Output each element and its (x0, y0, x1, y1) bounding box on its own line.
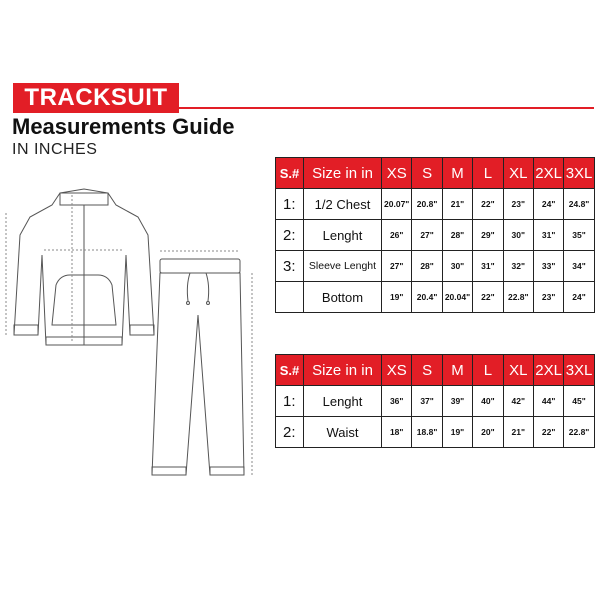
table-row (276, 220, 595, 251)
row-label: Sleeve Lenght (304, 251, 382, 282)
table-cell: 24" (533, 189, 563, 220)
header-size: L (473, 355, 503, 386)
header-size: XS (382, 355, 412, 386)
table-row (276, 251, 595, 282)
table-cell: 29" (473, 220, 503, 251)
table-cell: 18" (382, 417, 412, 448)
table-cell: 28" (412, 251, 442, 282)
table-cell: 20.07" (382, 189, 412, 220)
table-cell: 24" (564, 282, 594, 313)
table-cell: 20.8" (412, 189, 442, 220)
row-sn: 2: (276, 220, 304, 251)
table-cell: 30" (503, 220, 533, 251)
table-cell: 22.8" (564, 417, 594, 448)
header-size: S (412, 355, 442, 386)
table-cell: 30" (442, 251, 472, 282)
table-cell: 42" (503, 386, 533, 417)
top-measurements-table (275, 157, 595, 313)
table-cell: 31" (533, 220, 563, 251)
table-cell: 23" (533, 282, 563, 313)
page-subtitle: IN INCHES (12, 141, 98, 158)
table-cell: 36" (382, 386, 412, 417)
row-sn: 3: (276, 251, 304, 282)
table-cell: 19" (442, 417, 472, 448)
table-header-row (276, 158, 595, 189)
row-label: 1/2 Chest (304, 189, 382, 220)
table-cell: 18.8" (412, 417, 442, 448)
table-cell: 22" (473, 282, 503, 313)
row-label: Lenght (304, 386, 382, 417)
header-size: 3XL (564, 158, 594, 189)
header-size: XL (503, 355, 533, 386)
header-label: Size in in (304, 355, 382, 386)
table-cell: 40" (473, 386, 503, 417)
tracksuit-banner: TRACKSUIT (13, 83, 179, 113)
header-size: 2XL (533, 158, 563, 189)
header-size: M (442, 355, 472, 386)
row-label: Bottom (304, 282, 382, 313)
header-size: XL (503, 158, 533, 189)
table-cell: 35" (564, 220, 594, 251)
header-size: M (442, 158, 472, 189)
table-cell: 20.04" (442, 282, 472, 313)
table-row (276, 189, 595, 220)
table-cell: 27" (412, 220, 442, 251)
tracksuit-illustration (0, 175, 270, 505)
header-size: S (412, 158, 442, 189)
row-label: Lenght (304, 220, 382, 251)
pants-drawing (152, 259, 244, 475)
table-cell: 22" (533, 417, 563, 448)
row-sn: 1: (276, 386, 304, 417)
table-cell: 44" (533, 386, 563, 417)
page-title: Measurements Guide (12, 114, 235, 139)
table-cell: 39" (442, 386, 472, 417)
row-sn: 2: (276, 417, 304, 448)
table-cell: 27" (382, 251, 412, 282)
table-row (276, 282, 595, 313)
table-cell: 37" (412, 386, 442, 417)
table-cell: 34" (564, 251, 594, 282)
table-cell: 45" (564, 386, 594, 417)
header-sn: S.# (276, 158, 304, 189)
table-cell: 21" (503, 417, 533, 448)
jacket-drawing (14, 189, 154, 345)
table-cell: 22" (473, 189, 503, 220)
row-sn: 1: (276, 189, 304, 220)
header-sn: S.# (276, 355, 304, 386)
header-label: Size in in (304, 158, 382, 189)
bottom-measurements-table (275, 354, 595, 448)
table-cell: 23" (503, 189, 533, 220)
table-cell: 33" (533, 251, 563, 282)
header-size: L (473, 158, 503, 189)
table-cell: 22.8" (503, 282, 533, 313)
row-label: Waist (304, 417, 382, 448)
header-size: 3XL (564, 355, 594, 386)
table-row (276, 386, 595, 417)
table-cell: 20.4" (412, 282, 442, 313)
table-cell: 20" (473, 417, 503, 448)
table-cell: 26" (382, 220, 412, 251)
header-size: 2XL (533, 355, 563, 386)
table-row (276, 417, 595, 448)
table-header-row (276, 355, 595, 386)
table-cell: 19" (382, 282, 412, 313)
table-cell: 28" (442, 220, 472, 251)
banner-underline (179, 107, 594, 109)
header-size: XS (382, 158, 412, 189)
row-sn (276, 282, 304, 313)
table-cell: 21" (442, 189, 472, 220)
table-cell: 31" (473, 251, 503, 282)
table-cell: 24.8" (564, 189, 594, 220)
table-cell: 32" (503, 251, 533, 282)
